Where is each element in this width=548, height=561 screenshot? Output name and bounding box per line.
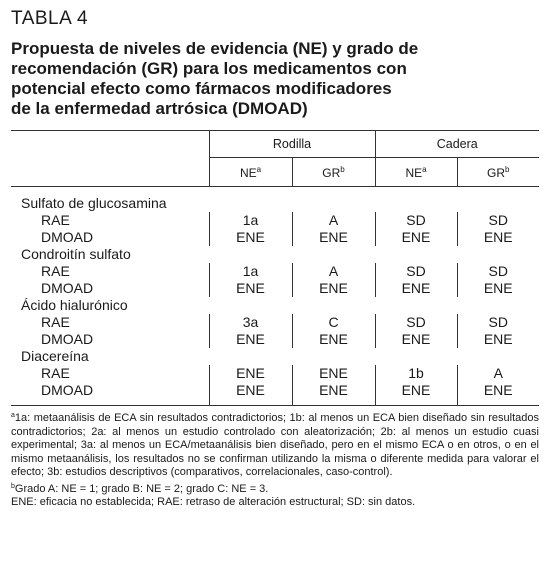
drug-name: Diacereína [21,348,89,364]
drug-name: Ácido hialurónico [21,297,128,313]
cell-gr-cadera: SD [457,314,539,331]
cell-gr-cadera: ENE [457,331,539,348]
table-row [11,187,539,213]
cell-ne-rodilla: 3a [209,314,292,331]
table-row [11,212,539,229]
table-row [11,365,539,382]
title-line: potencial efecto como fármacos modificadores [11,79,392,98]
cell-ne-rodilla: ENE [209,382,292,406]
cell-ne-cadera: SD [375,314,457,331]
header-gr-rodilla [292,158,375,187]
cell-ne-cadera: ENE [375,280,457,297]
cell-ne-cadera: ENE [375,382,457,406]
cell-ne-cadera: ENE [375,331,457,348]
cell-ne-rodilla: ENE [209,280,292,297]
table-row [11,229,539,246]
cell-gr-rodilla: C [292,314,375,331]
row-label: RAE [41,212,70,228]
cell-gr-cadera: SD [457,212,539,229]
row-label: RAE [41,263,70,279]
cell-gr-rodilla: A [292,263,375,280]
title-line: recomendación (GR) para los medicamentos con [11,59,407,78]
row-label: DMOAD [41,331,94,347]
cell-gr-rodilla: ENE [292,280,375,297]
cell-gr-rodilla: ENE [292,365,375,382]
table-row [11,348,539,365]
header-cadera: Cadera [375,131,539,158]
cell-ne-rodilla: 1a [209,212,292,229]
cell-gr-rodilla: ENE [292,382,375,406]
cell-gr-cadera: SD [457,263,539,280]
cell-ne-rodilla: ENE [209,365,292,382]
header-row-columns [11,158,539,187]
table-footnotes [11,409,539,510]
footnote-marker: b [11,482,15,490]
cell-gr-rodilla: ENE [292,331,375,348]
table-row [11,314,539,331]
table-row [11,246,539,263]
footnote-marker: b [340,164,345,174]
row-label: RAE [41,314,70,330]
cell-ne-cadera: SD [375,263,457,280]
cell-gr-cadera: ENE [457,229,539,246]
title-line: Propuesta de niveles de evidencia (NE) y grado de [11,39,419,58]
footnote-marker: a [256,164,262,174]
cell-ne-cadera: ENE [375,229,457,246]
header-gr-label: GR [322,165,341,180]
cell-ne-rodilla: 1a [209,263,292,280]
cell-gr-cadera: ENE [457,382,539,406]
table-row [11,280,539,297]
cell-gr-cadera: A [457,365,539,382]
drug-name: Sulfato de glucosamina [21,195,167,211]
footnote-marker: a [11,412,15,419]
header-rodilla: Rodilla [209,131,375,158]
table-row [11,297,539,314]
footnote-marker: b [505,164,510,174]
header-ne-label: NE [239,165,257,180]
header-row-groups [11,131,539,158]
header-ne-rodilla [209,158,292,187]
cell-ne-rodilla: ENE [209,229,292,246]
header-empty [11,158,209,187]
table-row [11,331,539,348]
cell-gr-cadera: ENE [457,280,539,297]
abbreviations-note: ENE: eficacia no establecida; RAE: retraso de alteración estructural; SD: sin datos. [11,496,416,508]
footnote-text: 1a: metaanálisis de ECA sin resultados contradictorios; 1b: al menos un ECA bien diseñado sin resultados contradictorios; 2a: al menos un estudio controlado con aleatorización; 2b: al menos un estudio cuasi experimental; 3a: al menos un ECA/metaanálisis bien diseñado, pero en el mismo ECA o en otros, o en el mismo metaanálisis, los resultados no se confirman utilizando la misma o diferente medida para valorar el efecto; 3b: estudios descriptivos (comparativos, correlacionales, caso-control). [11,412,539,478]
footnote-marker: a [422,164,427,174]
cell-ne-cadera: SD [375,212,457,229]
table-title [11,39,451,119]
footnote-a [11,409,539,480]
cell-ne-rodilla: ENE [209,331,292,348]
row-label: DMOAD [41,280,94,296]
table-row [11,382,539,406]
header-ne-label: NE [405,165,423,180]
cell-gr-rodilla: A [292,212,375,229]
cell-ne-cadera: 1b [375,365,457,382]
row-label: RAE [41,365,70,381]
cell-gr-rodilla: ENE [292,229,375,246]
footnote-b [11,480,539,497]
header-gr-label: GR [487,165,506,180]
header-ne-cadera [375,158,457,187]
header-gr-cadera [457,158,539,187]
title-line: de la enfermedad artrósica (DMOAD) [11,99,308,118]
table-row [11,263,539,280]
table-label: TABLA 4 [11,8,89,29]
drug-name: Condroitín sulfato [21,246,131,262]
header-empty [11,131,209,158]
table-figure [11,8,539,510]
footnote-text: Grado A: NE = 1; grado B: NE = 2; grado C: NE = 3. [14,482,269,495]
row-label: DMOAD [41,229,94,245]
row-label: DMOAD [11,382,209,406]
evidence-table [11,130,539,406]
